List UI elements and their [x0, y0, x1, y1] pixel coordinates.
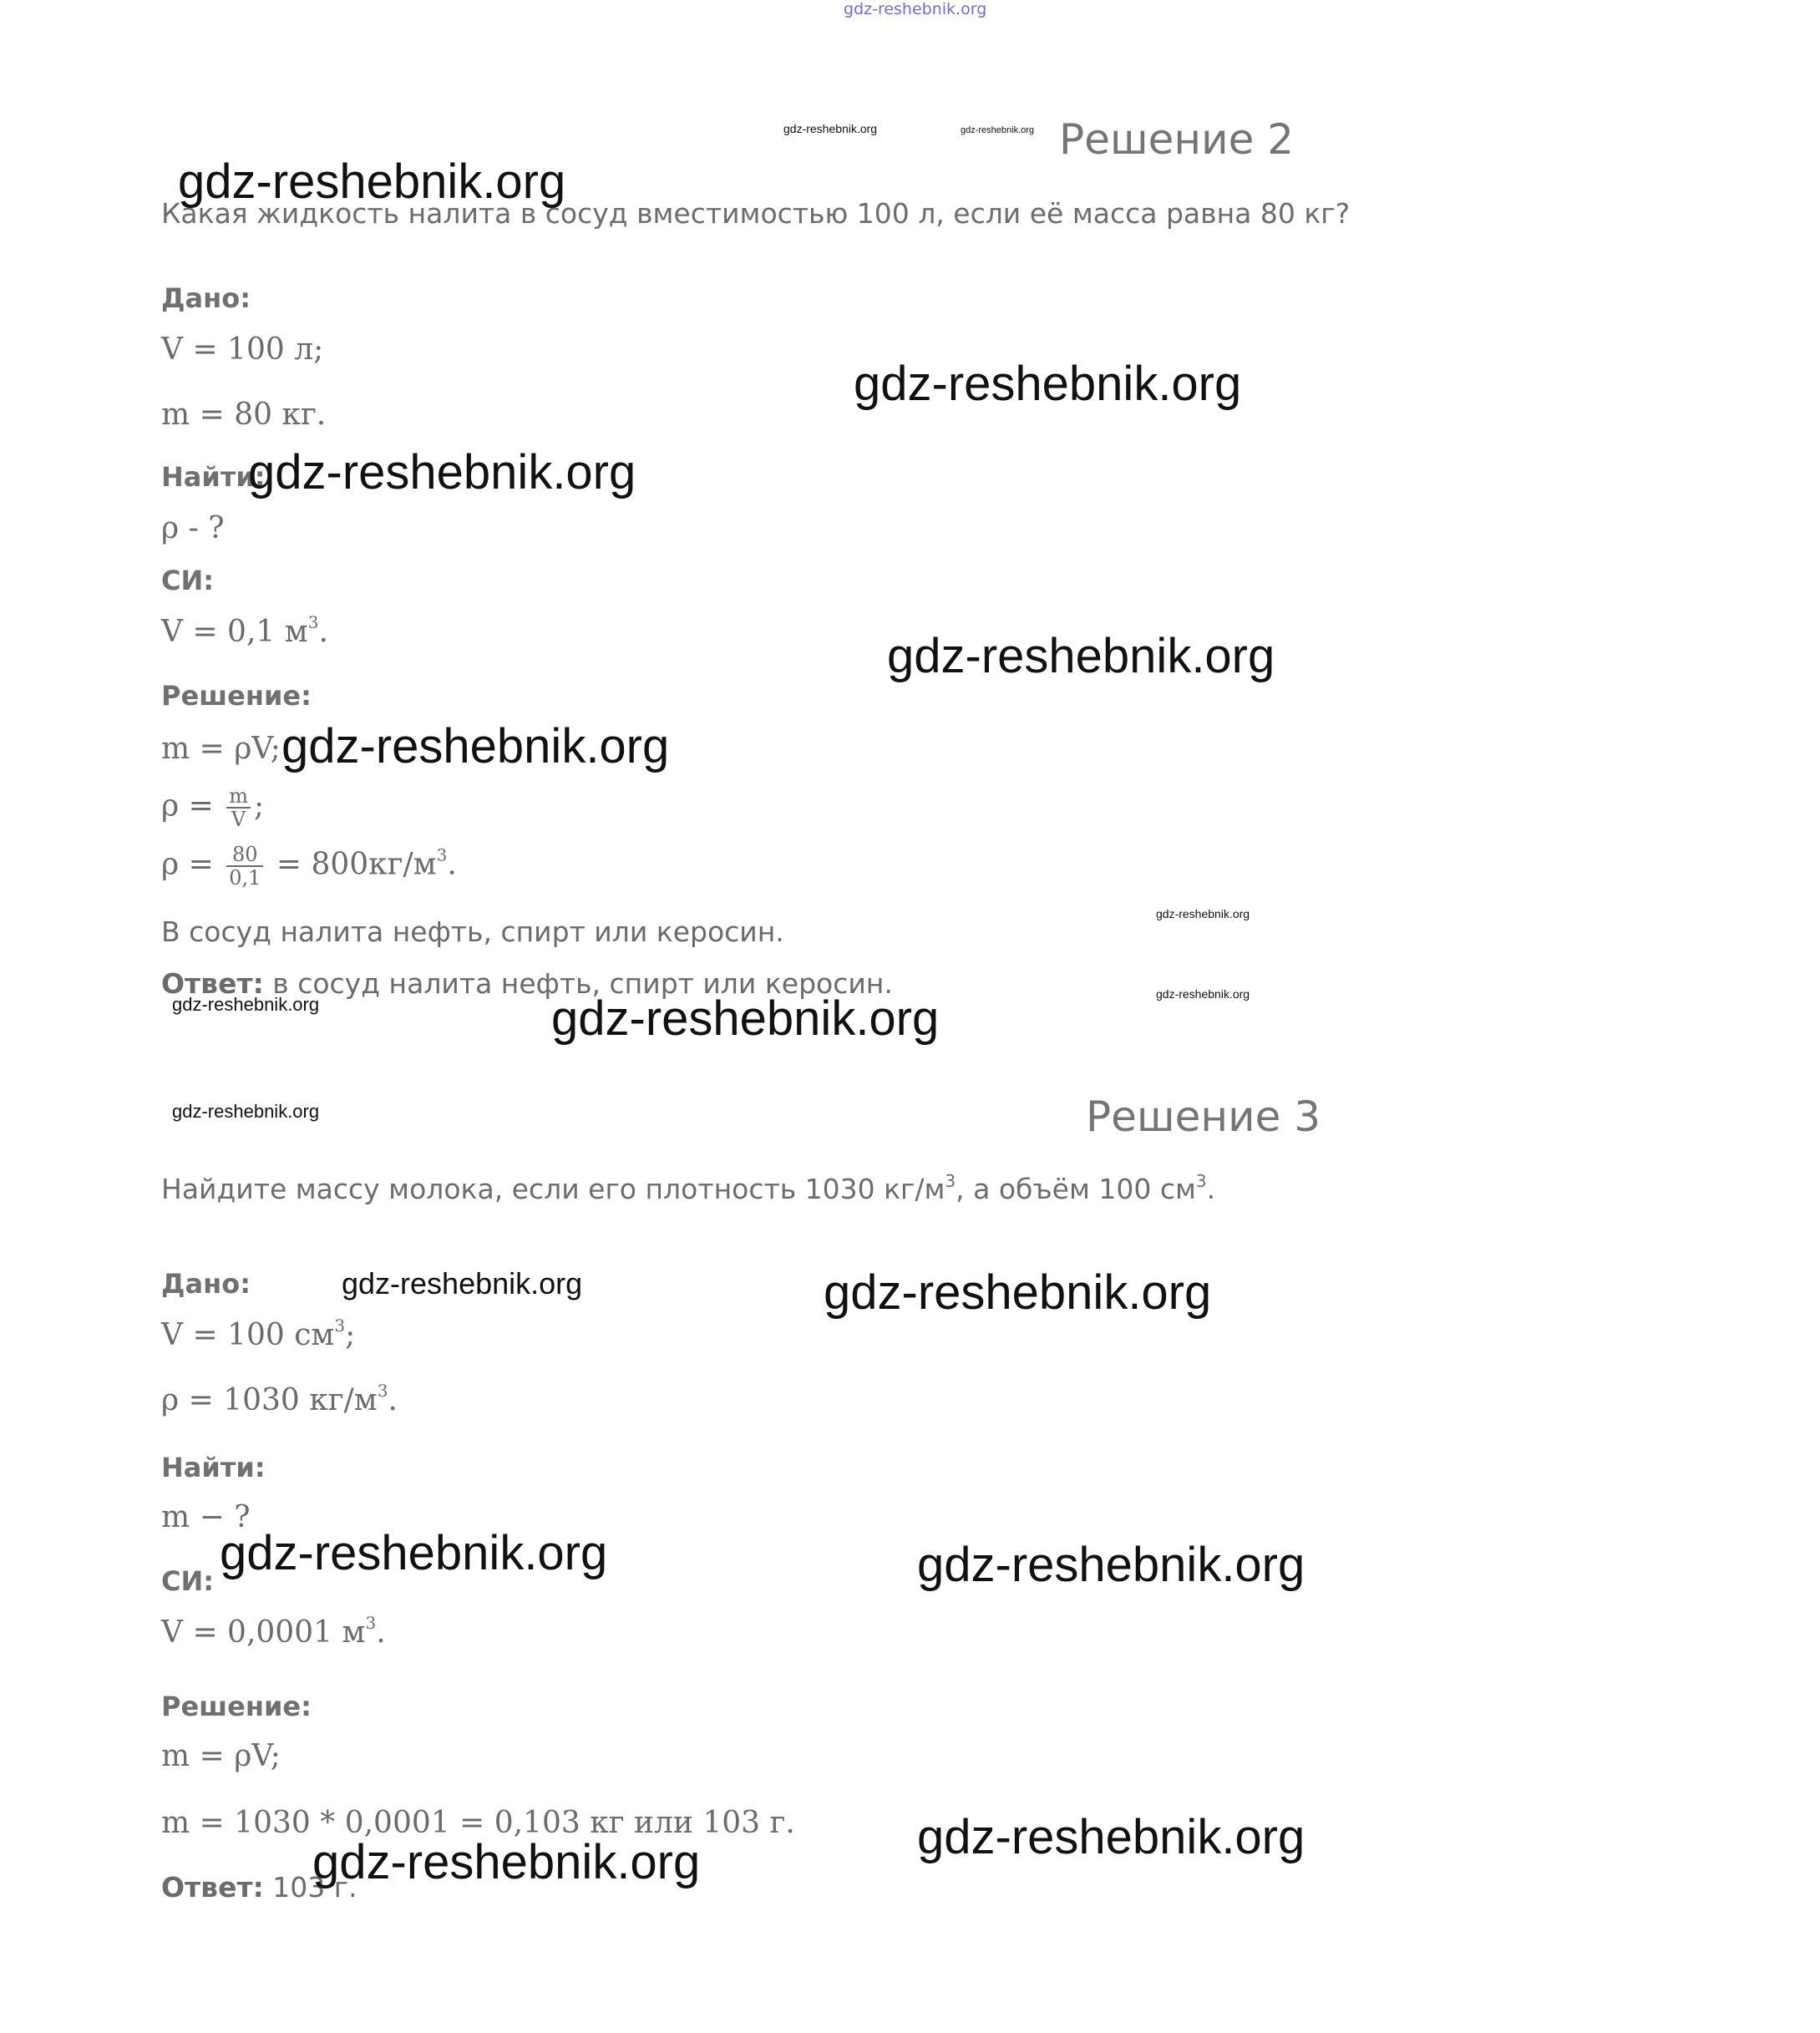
- eq2-tail: ;: [253, 788, 265, 824]
- question-part-3: .: [1206, 1173, 1216, 1205]
- si-volume-main: V = 0,0001 м: [161, 1615, 366, 1650]
- watermark: gdz-reshebnik.org: [248, 445, 636, 499]
- solution-2-question: Какая жидкость налита в сосуд вместимостью 100 л, если её масса равна 80 кг?: [161, 197, 1351, 230]
- superscript-3: 3: [365, 1613, 377, 1633]
- superscript-3: 3: [377, 1381, 388, 1401]
- site-header-logo[interactable]: gdz-reshebnik.org: [844, 0, 987, 18]
- si-label: СИ:: [161, 565, 215, 596]
- watermark: gdz-reshebnik.org: [961, 125, 1035, 135]
- si-volume-tail: .: [376, 1615, 386, 1650]
- fraction-denominator: V: [231, 808, 246, 832]
- watermark: gdz-reshebnik.org: [917, 1538, 1305, 1592]
- superscript-3: 3: [1195, 1171, 1207, 1191]
- equation-mass-value: m = 1030 * 0,0001 = 0,103 кг или 103 г.: [161, 1806, 795, 1840]
- fraction-numerator: 80: [226, 844, 263, 867]
- watermark: gdz-reshebnik.org: [172, 1101, 320, 1122]
- watermark: gdz-reshebnik.org: [887, 629, 1275, 683]
- given-volume-main: V = 100 см: [161, 1318, 335, 1352]
- given-density-tail: .: [388, 1383, 398, 1417]
- given-label: Дано:: [161, 282, 251, 314]
- answer-text: 103 г.: [263, 1871, 357, 1904]
- find-label: Найти:: [161, 461, 266, 493]
- given-volume: V = 100 л;: [161, 332, 324, 367]
- si-volume: [161, 1615, 386, 1650]
- fraction-numerator: m: [226, 785, 251, 809]
- si-volume: [161, 612, 328, 649]
- watermark: gdz-reshebnik.org: [281, 719, 670, 773]
- solution-2-title: Решение 2: [1059, 115, 1295, 164]
- find-label: Найти:: [161, 1452, 266, 1483]
- superscript-3: 3: [307, 612, 319, 632]
- answer-label: Ответ:: [161, 967, 264, 1000]
- solution-label: Решение:: [161, 680, 312, 712]
- watermark: gdz-reshebnik.org: [220, 1526, 608, 1580]
- equation-mass: m = ρV;: [161, 1739, 281, 1773]
- question-part-1: Найдите массу молока, если его плотность 1030 кг/м: [161, 1173, 945, 1205]
- solution-3-title: Решение 3: [1086, 1093, 1321, 1141]
- given-density: [161, 1383, 398, 1417]
- answer-label: Ответ:: [161, 1871, 264, 1904]
- equation-density-formula: [161, 785, 264, 831]
- find-value: m − ?: [161, 1500, 251, 1534]
- eq2-lhs: ρ =: [161, 788, 224, 824]
- eq3-tail: .: [447, 847, 457, 882]
- given-density-main: ρ = 1030 кг/м: [161, 1383, 378, 1417]
- equation-mass: m = ρV;: [161, 732, 281, 766]
- watermark: gdz-reshebnik.org: [854, 357, 1242, 411]
- watermark: gdz-reshebnik.org: [312, 1835, 701, 1889]
- given-volume: [161, 1318, 355, 1352]
- answer-text: в сосуд налита нефть, спирт или керосин.: [263, 967, 893, 1000]
- watermark: gdz-reshebnik.org: [342, 1266, 583, 1300]
- superscript-3: 3: [436, 844, 448, 865]
- equation-density-value: [161, 844, 457, 890]
- fraction-denominator: 0,1: [229, 866, 261, 890]
- eq3-lhs: ρ =: [161, 847, 224, 882]
- watermark: gdz-reshebnik.org: [824, 1265, 1212, 1320]
- si-label: СИ:: [161, 1565, 215, 1597]
- question-part-2: , а объём 100 см: [956, 1173, 1196, 1205]
- fraction-m-over-v: [226, 785, 251, 831]
- solution-label: Решение:: [161, 1691, 312, 1722]
- watermark: gdz-reshebnik.org: [917, 1810, 1305, 1864]
- solution-3-question: [161, 1173, 1215, 1205]
- find-value: ρ - ?: [161, 511, 225, 545]
- si-volume-main: V = 0,1 м: [161, 615, 308, 649]
- eq3-rhs: = 800кг/м: [266, 847, 437, 882]
- superscript-3: 3: [334, 1316, 346, 1336]
- si-volume-tail: .: [318, 615, 328, 649]
- watermark: gdz-reshebnik.org: [783, 122, 878, 135]
- given-mass: m = 80 кг.: [161, 398, 327, 432]
- fraction-80-over-01: [226, 844, 263, 890]
- watermark: gdz-reshebnik.org: [178, 155, 566, 209]
- watermark: gdz-reshebnik.org: [172, 994, 320, 1015]
- watermark: gdz-reshebnik.org: [1156, 907, 1250, 920]
- superscript-3: 3: [945, 1171, 956, 1191]
- given-volume-tail: ;: [345, 1318, 356, 1352]
- given-label: Дано:: [161, 1268, 251, 1300]
- watermark: gdz-reshebnik.org: [1156, 987, 1250, 1001]
- watermark: gdz-reshebnik.org: [551, 991, 940, 1046]
- conclusion-text: В сосуд налита нефть, спирт или керосин.: [161, 915, 784, 948]
